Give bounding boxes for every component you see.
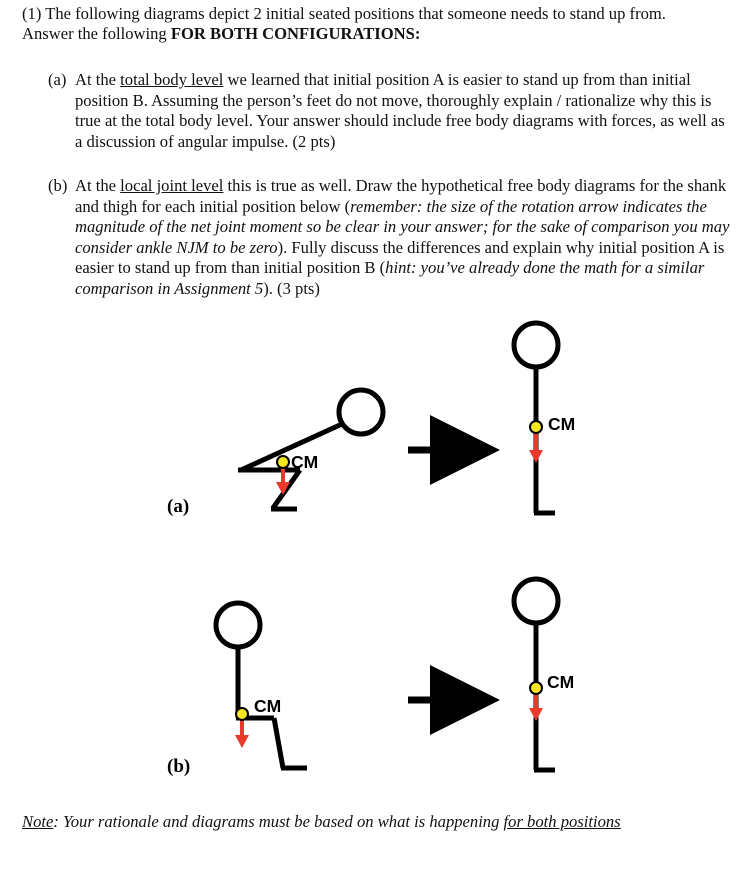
cm-marker-a-seated: [277, 456, 289, 468]
head-a-seated: [339, 390, 383, 434]
cm-marker-b-seated: [236, 708, 248, 720]
head-b-seated: [216, 603, 260, 647]
note-prefix: Note: [22, 812, 54, 831]
shank-b-seated: [274, 718, 283, 768]
stick-figure-a-seated: [238, 390, 383, 509]
part-b-label: (b): [48, 176, 68, 195]
head-b-standing: [514, 579, 558, 623]
weight-arrowhead-a-standing: [529, 450, 543, 463]
part-b-text: At the local joint level this is true as well. Draw the hypothetical free body diagrams for the shank and thigh for each initial position below (remember: the size of the rotation arrow indicates the magnitude of the net joint moment so be clear in your answer; for the sake of comparison you may consider ankle NJM to be zero). Fully discuss the differences and explain why initial position A is easier to stand up from than initial position B (hint: you’ve already done the math for a similar comparison in Assignment 5). (3 pts): [75, 176, 730, 298]
figure-label-a: (a): [167, 496, 190, 517]
cm-marker-b-standing: [530, 682, 542, 694]
question-intro: (1) The following diagrams depict 2 initial seated positions that someone needs to stand up from.: [22, 4, 666, 23]
cm-label-b-standing: CM: [547, 672, 575, 692]
stand-up-diagrams: [0, 300, 749, 800]
part-b: [48, 176, 730, 299]
cm-label-a-standing: CM: [548, 414, 576, 434]
term-local-joint-level: local joint level: [120, 176, 224, 195]
stick-figure-b-standing: [514, 579, 574, 770]
cm-label-b-seated: CM: [254, 696, 282, 716]
part-a-label: (a): [48, 70, 67, 89]
shank-a-seated: [273, 470, 300, 508]
part-a-text: At the total body level we learned that initial position A is easier to stand up from than initial position B. Assuming the person’s feet do not move, thoroughly explain / rationalize why this is true at the total body level. Your answer should include free body diagrams with forces, as well as a discussion of angular impulse. (2 pts): [75, 70, 725, 151]
cm-label-a-seated: CM: [291, 452, 319, 472]
footnote: Note: Your rationale and diagrams must be based on what is happening for both positions: [22, 812, 621, 831]
stick-figure-b-seated: [216, 603, 307, 768]
stick-figure-a-standing: [514, 323, 575, 513]
question-instruction: Answer the following FOR BOTH CONFIGURATIONS:: [22, 24, 421, 43]
head-a-standing: [514, 323, 558, 367]
question-header: [22, 4, 734, 44]
figure-label-b: (b): [167, 756, 191, 777]
cm-marker-a-standing: [530, 421, 542, 433]
term-total-body-level: total body level: [120, 70, 224, 89]
emphasis-both-configurations: FOR BOTH CONFIGURATIONS:: [170, 24, 421, 43]
part-a: [48, 70, 730, 152]
weight-arrowhead-b-seated: [235, 735, 249, 748]
note-emphasis: for both positions: [503, 812, 621, 831]
weight-arrowhead-b-standing: [529, 708, 543, 721]
